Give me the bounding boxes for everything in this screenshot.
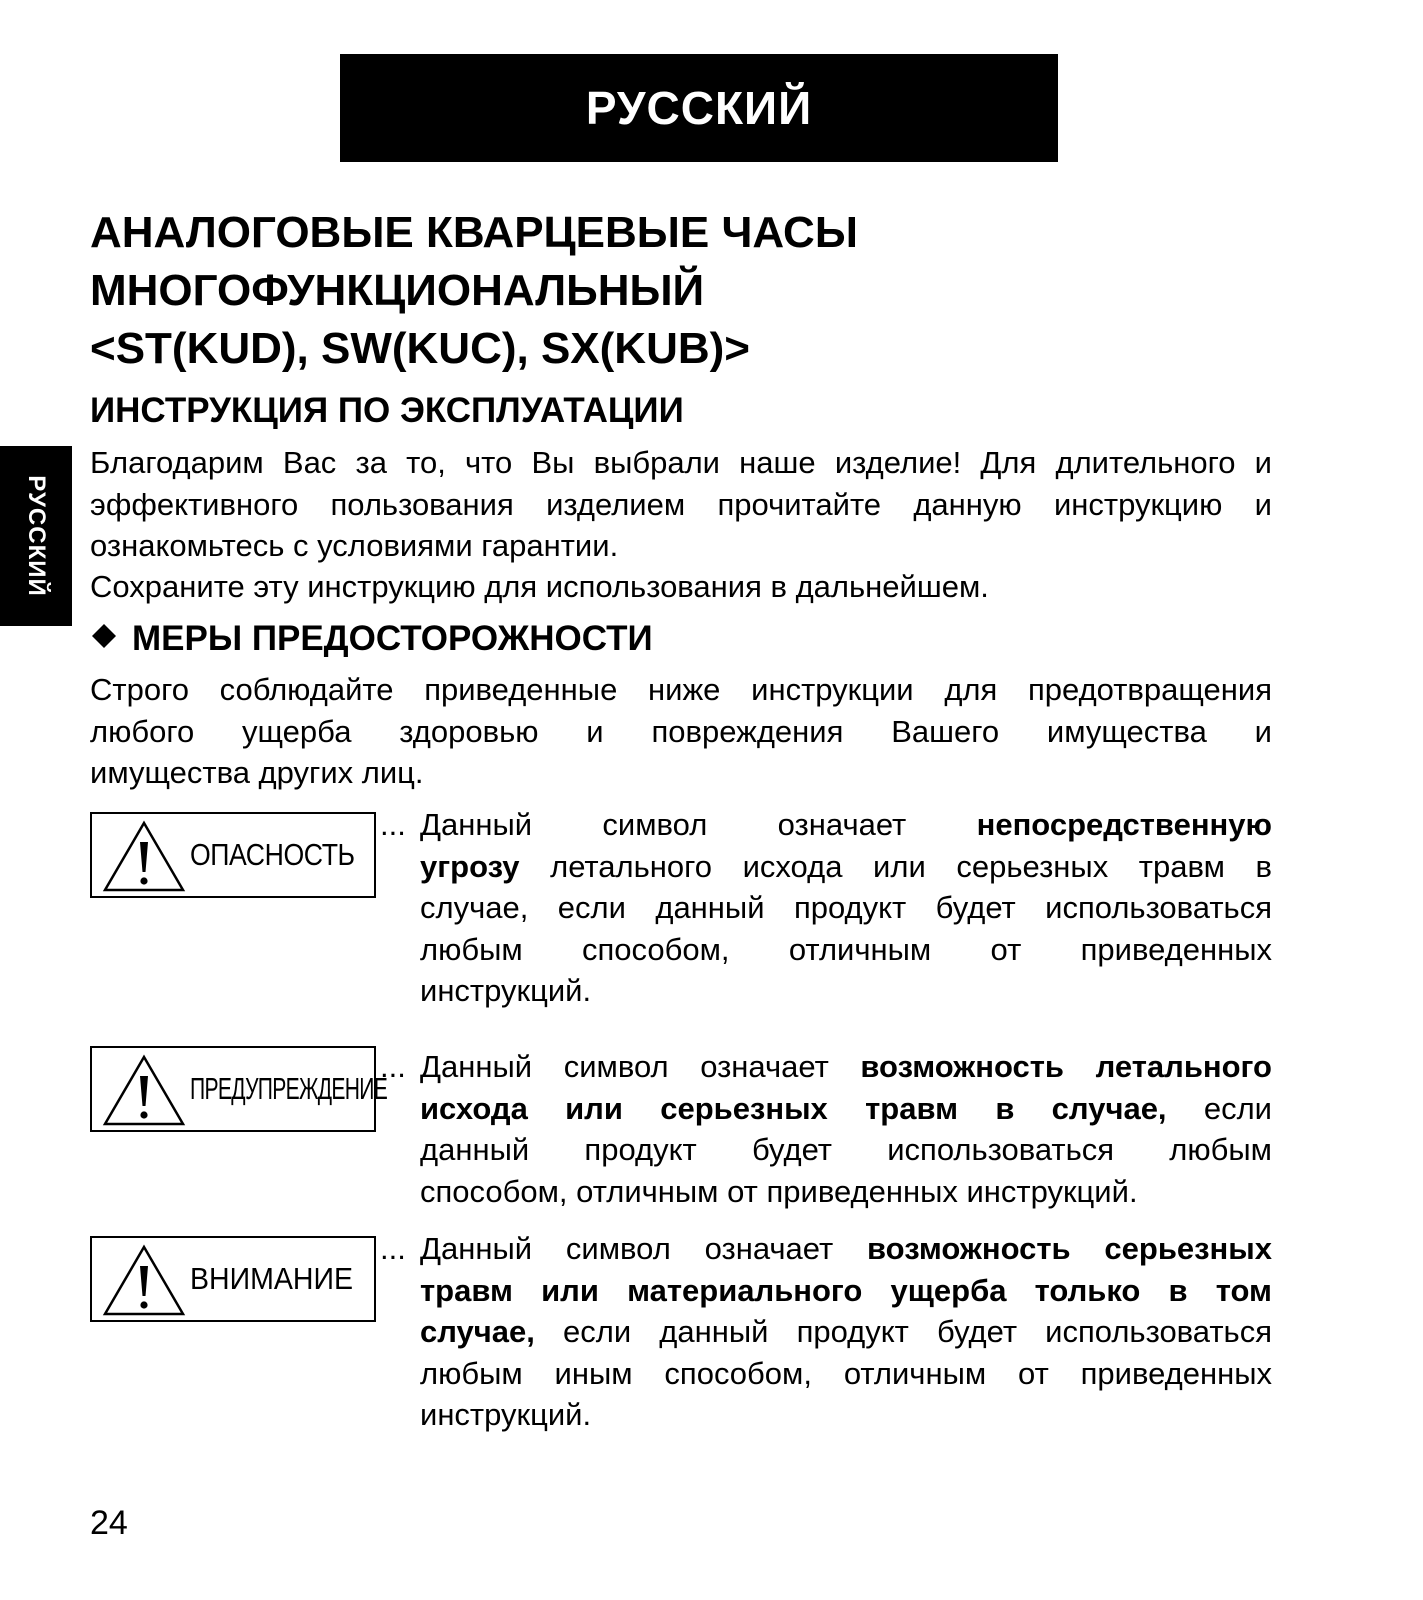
warning-symbol-box [90,1046,388,1132]
document-title [90,204,1270,378]
caution-symbol-box [90,1236,376,1322]
side-tab-label: РУССКИЙ [23,475,50,597]
warning-triangle-icon [102,1244,186,1318]
language-header-bar [340,54,1058,162]
warning-desc-line: Данный символ означает возможность летального [420,1049,1272,1084]
caution-desc-line: травм или материального ущерба только в том [420,1272,1272,1308]
danger-symbol-box [90,812,376,898]
precautions-heading [90,618,653,660]
precautions-intro-line: имущества других лиц. [90,755,424,790]
precautions-intro-line: любого ущерба здоровью и повреждения Вашего имущества и [90,713,1272,749]
danger-desc-line: Данный символ означает непосредственную [420,807,1272,842]
caution-desc-line: инструкций. [420,1397,592,1432]
caution-label: ВНИМАНИЕ [190,1261,354,1296]
instructions-heading: ИНСТРУКЦИЯ ПО ЭКСПЛУАТАЦИИ [90,391,684,430]
warning-description [420,1046,1272,1212]
warning-desc-line: исхода или серьезных травм в случае, если [420,1090,1272,1126]
language-side-tab [0,446,72,626]
danger-desc-line: случае, если данный продукт будет использоваться [420,890,1272,925]
danger-dots: ... [380,807,406,842]
title-line-2: МНОГОФУНКЦИОНАЛЬНЫЙ [90,266,705,315]
danger-desc-line: угрозу летального исхода или серьезных травм в [420,848,1272,884]
warning-triangle-icon [102,820,186,894]
caution-desc-line: случае, если данный продукт будет использоваться [420,1314,1272,1349]
caution-desc-line: любым иным способом, отличным от приведенных [420,1355,1272,1391]
page-number: 24 [90,1504,128,1542]
intro-line: ознакомьтесь с условиями гарантии. [90,528,619,563]
precautions-intro-line: Строго соблюдайте приведенные ниже инструкции для предотвращения [90,672,1272,707]
warning-dots: ... [380,1049,406,1084]
intro-line: Благодарим Вас за то, что Вы выбрали наше изделие! Для длительного и [90,445,1272,480]
danger-desc-line: инструкций. [420,973,592,1008]
danger-description [420,804,1272,1012]
danger-desc-line: любым способом, отличным от приведенных [420,931,1272,967]
caution-dots: ... [380,1231,406,1266]
caution-description [420,1228,1272,1436]
title-line-3: <ST(KUD), SW(KUC), SX(KUB)> [90,324,750,373]
intro-line: эффективного пользования изделием прочитайте данную инструкцию и [90,486,1272,522]
warning-desc-line: способом, отличным от приведенных инструкций. [420,1173,1138,1209]
warning-triangle-icon [102,1054,186,1128]
warning-desc-line: данный продукт будет использоваться любым [420,1132,1272,1167]
precautions-heading-text: МЕРЫ ПРЕДОСТОРОЖНОСТИ [132,619,653,658]
language-header-label: РУССКИЙ [585,82,813,134]
diamond-bullet-icon [90,618,118,660]
caution-desc-line: Данный символ означает возможность серьезных [420,1231,1272,1266]
danger-label: ОПАСНОСТЬ [190,837,355,872]
precautions-intro [90,669,1272,794]
warning-label: ПРЕДУПРЕЖДЕНИЕ [190,1071,388,1106]
save-note: Сохраните эту инструкцию для использования в дальнейшем. [90,569,989,604]
title-line-1: АНАЛОГОВЫЕ КВАРЦЕВЫЕ ЧАСЫ [90,208,858,257]
intro-paragraph [90,442,1272,567]
